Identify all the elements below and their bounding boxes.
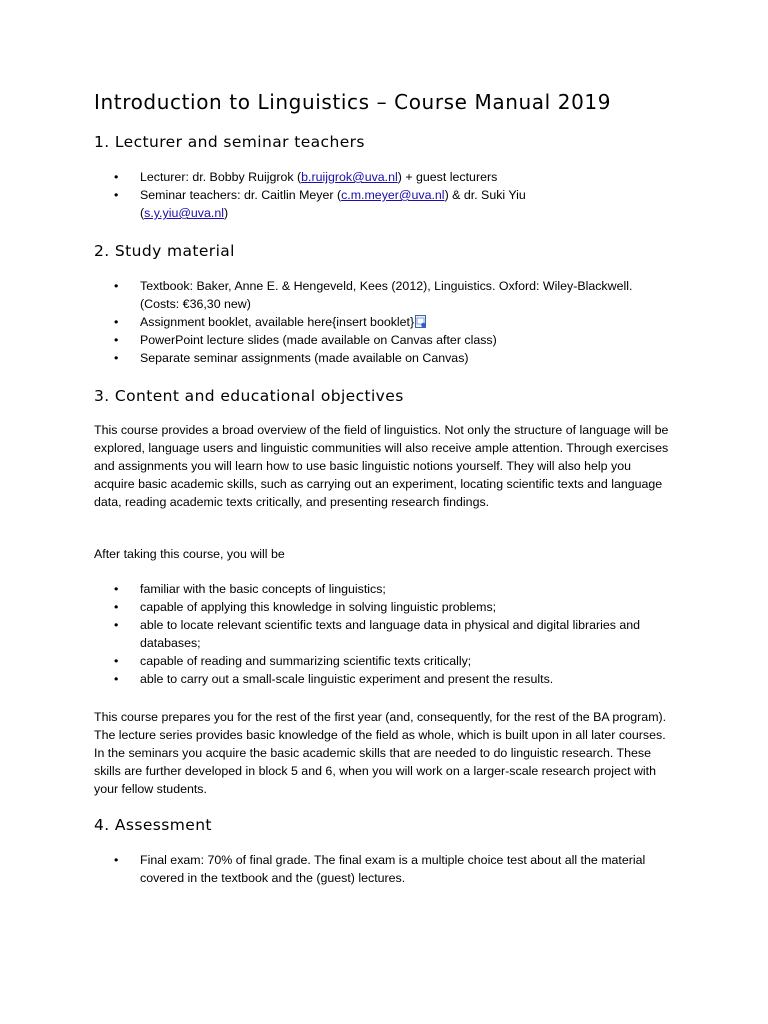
document-link-icon[interactable]	[415, 315, 427, 328]
list-item: • Separate seminar assignments (made available on Canvas)	[114, 349, 654, 367]
email-link-ruijgrok[interactable]: b.ruijgrok@uva.nl	[301, 170, 398, 184]
item-text: Assignment booklet, available here{insert booklet}	[140, 315, 415, 329]
item-text: )	[223, 206, 229, 220]
objectives-list	[114, 580, 654, 688]
item-text: Seminar teachers: dr. Caitlin Meyer (	[140, 188, 342, 202]
item-text: ) & dr. Suki Yiu	[444, 188, 526, 202]
item-text: Lecturer: dr. Bobby Ruijgrok (	[140, 170, 302, 184]
list-item	[114, 313, 654, 331]
course-context-paragraph: This course prepares you for the rest of the first year (and, consequently, for the rest of the BA program). The lecture series provides basic knowledge of the field as whole, which is built upon in all later courses. In the seminars you acquire the basic academic skills that are needed to do linguistic research. These skills are further developed in block 5 and 6, when you will work on a larger-scale research project with your fellow students.	[94, 710, 667, 796]
section-heading-study-material: 2. Study material	[94, 242, 235, 260]
list-item: • able to carry out a small-scale linguistic experiment and present the results.	[114, 670, 654, 688]
list-item: • familiar with the basic concepts of linguistics;	[114, 580, 654, 598]
list-item: • PowerPoint lecture slides (made available on Canvas after class)	[114, 331, 654, 349]
list-item: • Textbook: Baker, Anne E. & Hengeveld, Kees (2012), Linguistics. Oxford: Wiley-Blackwell. (Costs: €36,30 new)	[114, 277, 654, 313]
objectives-paragraph: This course provides a broad overview of the field of linguistics. Not only the structure of language will be explored, language users and linguistic communities will also receive ample attention. Through exercises and assignments you will learn how to use basic linguistic notions yourself. They will also help you acquire basic academic skills, such as carrying out an experiment, locating scientific texts and language data, reading academic texts critically, and presenting research findings.	[94, 423, 669, 509]
item-text: (	[140, 206, 145, 220]
list-item: • capable of reading and summarizing scientific texts critically;	[114, 652, 654, 670]
document-title: Introduction to Linguistics – Course Manual 2019	[94, 90, 612, 114]
assessment-list	[114, 851, 654, 887]
list-item: • Final exam: 70% of final grade. The final exam is a multiple choice test about all the material covered in the textbook and the (guest) lectures.	[114, 851, 654, 887]
study-material-list	[114, 277, 654, 367]
section-heading-lecturers: 1. Lecturer and seminar teachers	[94, 133, 365, 151]
email-link-yiu[interactable]: s.y.yiu@uva.nl	[144, 206, 224, 220]
list-item: • capable of applying this knowledge in solving linguistic problems;	[114, 598, 654, 616]
item-text: ) + guest lecturers	[397, 170, 498, 184]
list-item: • able to locate relevant scientific texts and language data in physical and digital libraries and databases;	[114, 616, 654, 652]
section-heading-objectives: 3. Content and educational objectives	[94, 387, 404, 405]
list-item	[114, 168, 654, 186]
list-item	[114, 186, 654, 222]
section-heading-assessment: 4. Assessment	[94, 816, 212, 834]
objectives-lead-in: After taking this course, you will be	[94, 547, 285, 561]
email-link-meyer[interactable]: c.m.meyer@uva.nl	[341, 188, 445, 202]
lecturer-list	[114, 168, 654, 222]
